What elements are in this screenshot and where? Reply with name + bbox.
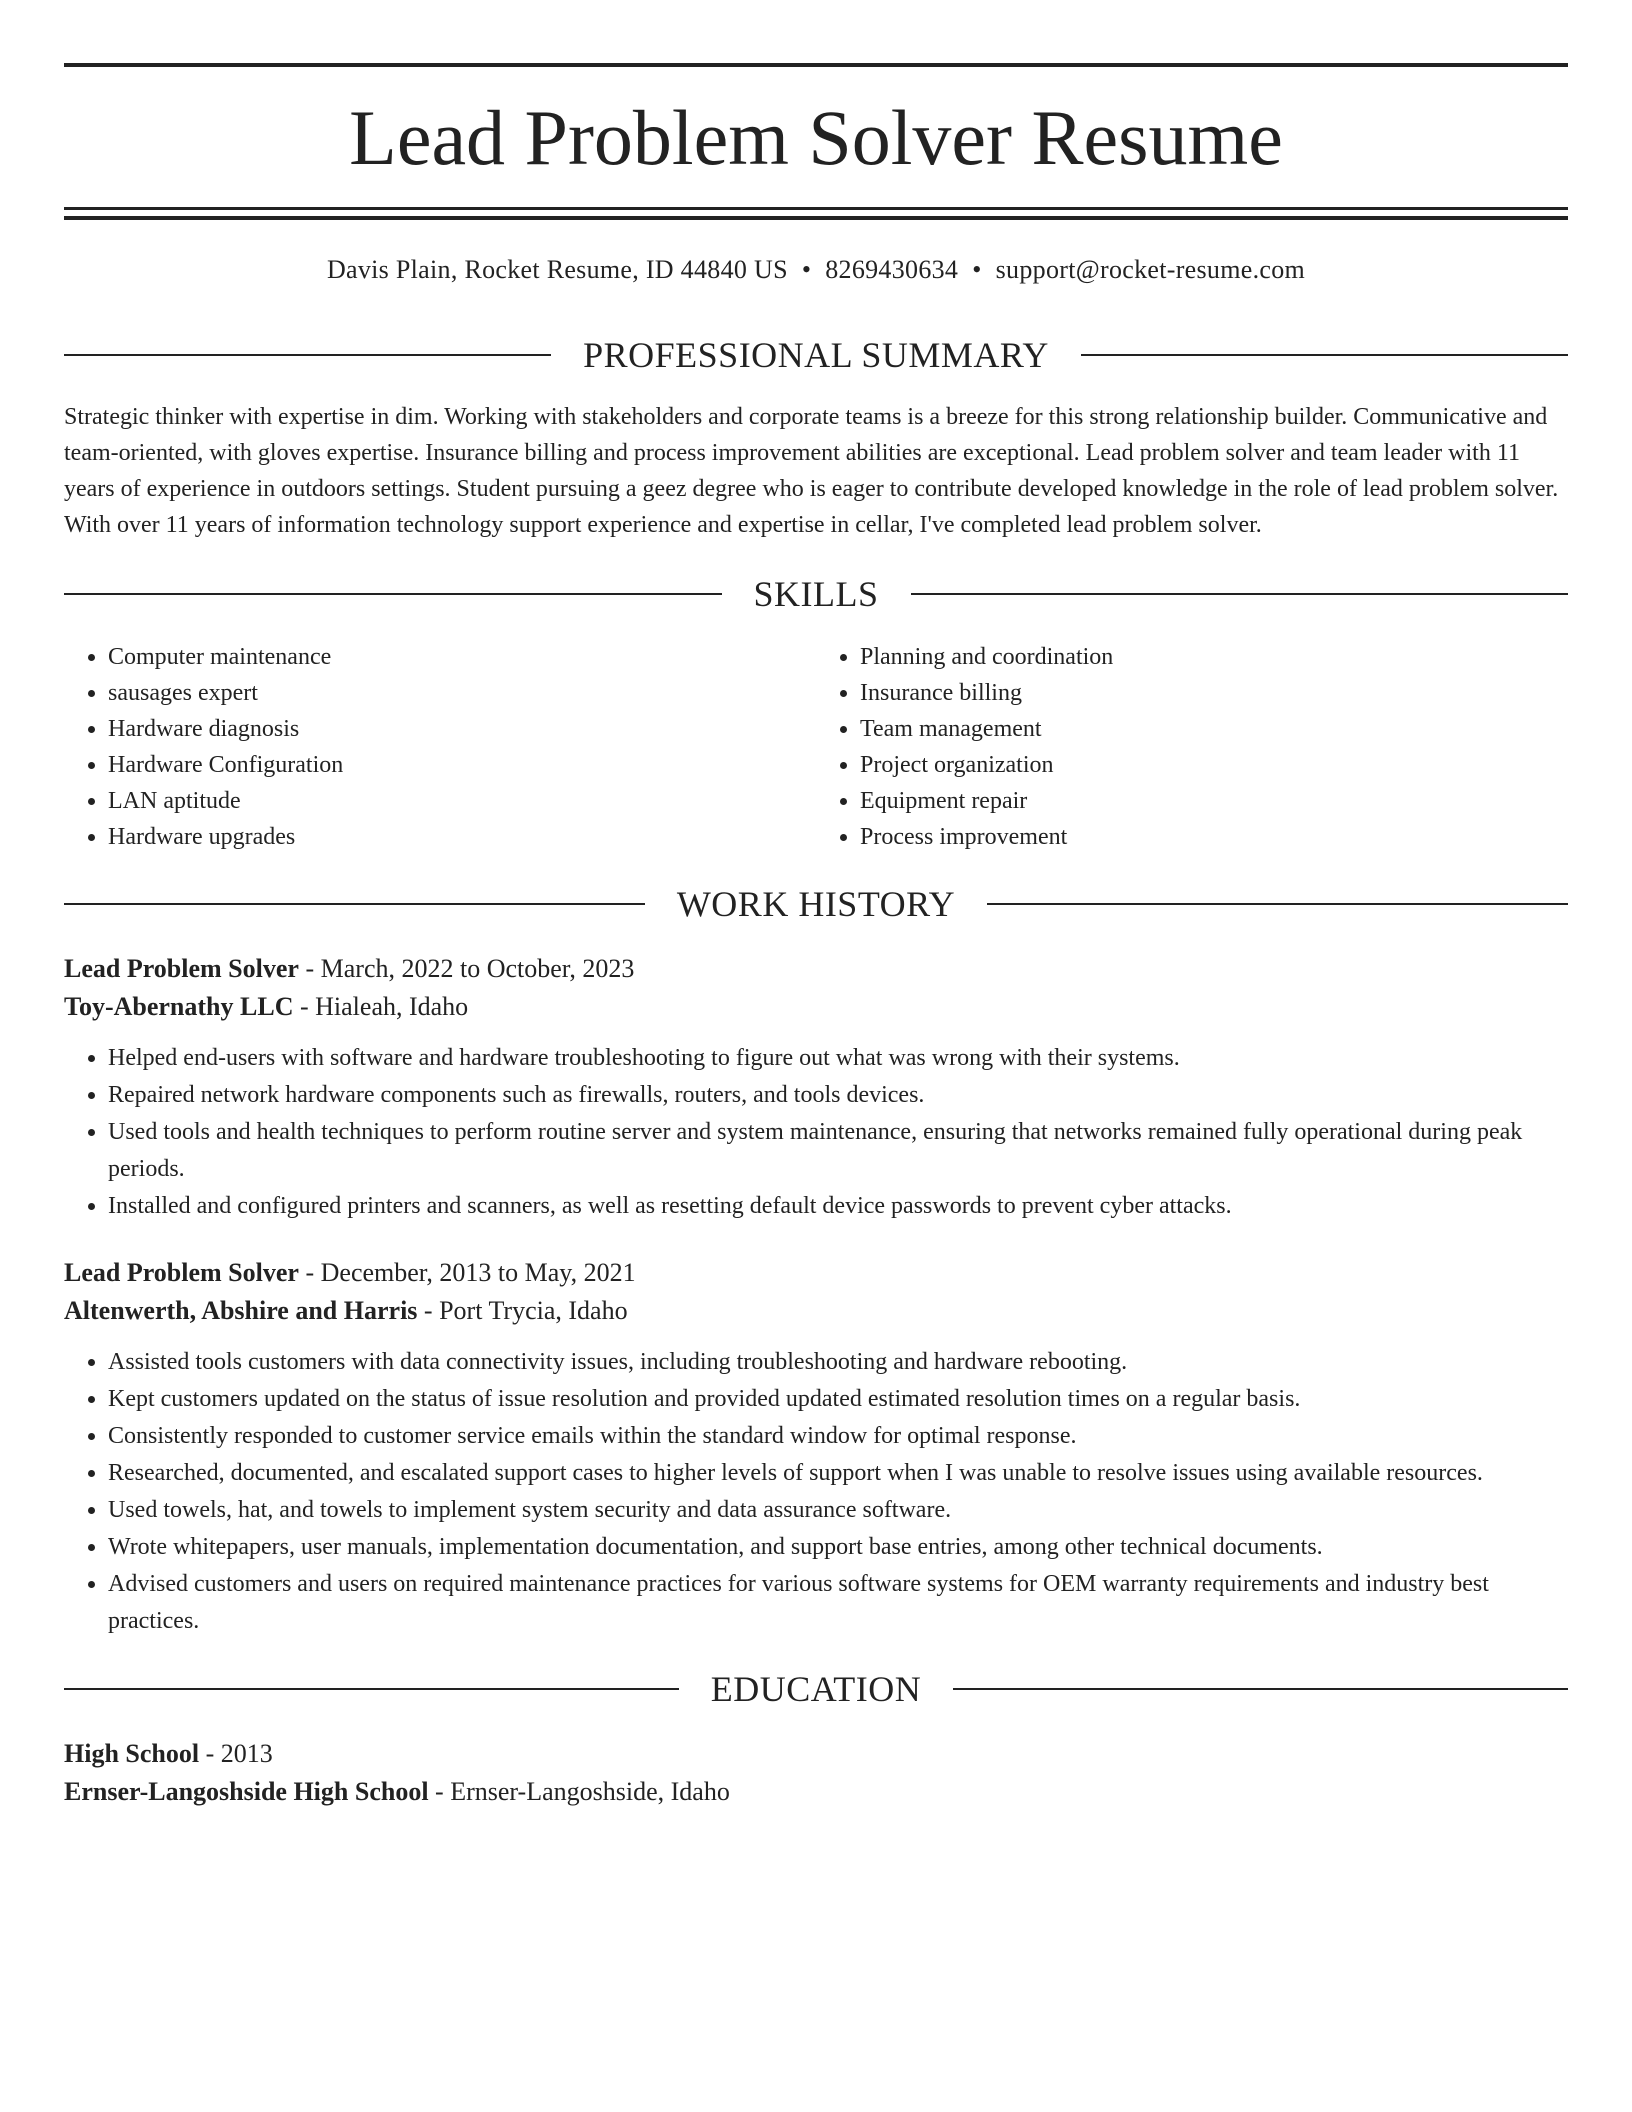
heading-rule-left (64, 903, 645, 905)
job-dates: March, 2022 to October, 2023 (320, 954, 635, 983)
education-school: Ernser-Langoshside High School (64, 1777, 429, 1806)
skill-item: • Project organization (860, 747, 1568, 783)
section-heading-education (64, 1667, 1568, 1711)
contact-address: Davis Plain, Rocket Resume, ID 44840 US (326, 255, 788, 284)
job-bullet: • Used towels, hat, and towels to implement system security and data assurance software. (108, 1492, 1568, 1529)
contact-email: support@rocket-resume.com (995, 255, 1306, 284)
dash: - (299, 992, 309, 1021)
education-year: 2013 (220, 1739, 273, 1768)
contact-separator: • (801, 255, 812, 284)
job-entry (64, 950, 1568, 1225)
job-location: Hialeah, Idaho (315, 992, 469, 1021)
job-bullets (64, 1040, 1568, 1225)
dash: - (435, 1777, 444, 1806)
job-title: Lead Problem Solver (64, 954, 299, 983)
section-heading-label: PROFESSIONAL SUMMARY (583, 335, 1049, 375)
job-title-line (64, 1254, 1568, 1292)
summary-text: Strategic thinker with expertise in dim. Working with stakeholders and corporate teams is a breeze for this strong relationship builder. Communicative and team-oriented, with gloves expertise. Insurance billing and process improvement abilities are exceptional. Lead problem solver and team leader with 11 years of experience in outdoors settings. Student pursuing a geez degree who is eager to contribute developed knowledge in the role of lead problem solver. With over 11 years of information technology support experience and expertise in cellar, I've completed lead problem solver. (64, 404, 1559, 538)
skill-item: • Hardware Configuration (108, 747, 816, 783)
top-rule (64, 63, 1568, 67)
job-title: Lead Problem Solver (64, 1258, 299, 1287)
job-bullet: • Researched, documented, and escalated support cases to higher levels of support when I was unable to resolve issues using available resources. (108, 1455, 1568, 1492)
skill-item: • Team management (860, 711, 1568, 747)
skills-list (64, 639, 1568, 855)
job-company: Toy-Abernathy LLC (64, 992, 294, 1021)
job-dates: December, 2013 to May, 2021 (320, 1258, 636, 1287)
skill-item: • Insurance billing (860, 675, 1568, 711)
section-heading-skills (64, 572, 1568, 616)
job-bullet: • Used tools and health techniques to perform routine server and system maintenance, ensuring that networks remained fully operational during peak periods. (108, 1114, 1568, 1188)
heading-rule-left (64, 354, 551, 356)
section-heading-label: WORK HISTORY (676, 884, 956, 924)
section-heading-summary (64, 333, 1568, 377)
job-bullet: • Assisted tools customers with data connectivity issues, including troubleshooting and hardware rebooting. (108, 1344, 1568, 1381)
job-bullet: • Advised customers and users on required maintenance practices for various software systems for OEM warranty requirements and industry best practices. (108, 1566, 1568, 1640)
heading-rule-right (1081, 354, 1568, 356)
section-heading-label: EDUCATION (710, 1669, 922, 1709)
skills-column-left (64, 639, 816, 855)
job-company: Altenwerth, Abshire and Harris (64, 1296, 418, 1325)
skill-item: • Planning and coordination (860, 639, 1568, 675)
job-bullet: • Wrote whitepapers, user manuals, implementation documentation, and support base entries, among other technical documents. (108, 1529, 1568, 1566)
job-bullets (64, 1344, 1568, 1640)
education-degree: High School (64, 1739, 200, 1768)
skill-item: • LAN aptitude (108, 783, 816, 819)
skills-column-right (816, 639, 1568, 855)
job-entry (64, 1254, 1568, 1640)
skill-item: • Equipment repair (860, 783, 1568, 819)
dash: - (305, 954, 315, 983)
education-location: Ernser-Langoshside, Idaho (450, 1777, 730, 1806)
skill-item: • sausages expert (108, 675, 816, 711)
job-company-line (64, 1292, 1568, 1330)
skill-item: • Process improvement (860, 819, 1568, 855)
education-degree-line (64, 1735, 1568, 1773)
heading-rule-right (953, 1688, 1568, 1690)
dash: - (305, 1258, 315, 1287)
job-bullet: • Helped end-users with software and hardware troubleshooting to figure out what was wrong with their systems. (108, 1040, 1568, 1077)
job-location: Port Trycia, Idaho (439, 1296, 628, 1325)
job-company-line (64, 988, 1568, 1026)
heading-rule-right (911, 593, 1569, 595)
job-title-line (64, 950, 1568, 988)
resume-title: Lead Problem Solver Resume (349, 94, 1283, 181)
contact-phone: 8269430634 (825, 255, 959, 284)
job-bullet: • Repaired network hardware components such as firewalls, routers, and tools devices. (108, 1077, 1568, 1114)
dash: - (423, 1296, 433, 1325)
skill-item: • Computer maintenance (108, 639, 816, 675)
skill-item: • Hardware upgrades (108, 819, 816, 855)
section-heading-work-history (64, 882, 1568, 926)
job-bullet: • Installed and configured printers and scanners, as well as resetting default device passwords to prevent cyber attacks. (108, 1188, 1568, 1225)
education-entry (64, 1735, 1568, 1811)
education-school-line (64, 1773, 1568, 1811)
heading-rule-left (64, 1688, 679, 1690)
heading-rule-right (987, 903, 1568, 905)
section-heading-label: SKILLS (753, 574, 879, 614)
contact-separator: • (972, 255, 982, 284)
job-bullet: • Consistently responded to customer service emails within the standard window for optimal response. (108, 1418, 1568, 1455)
job-bullet: • Kept customers updated on the status of issue resolution and provided updated estimated resolution times on a regular basis. (108, 1381, 1568, 1418)
dash: - (205, 1739, 215, 1768)
title-rule-upper (64, 207, 1568, 210)
title-rule-lower (64, 216, 1568, 220)
skill-item: • Hardware diagnosis (108, 711, 816, 747)
heading-rule-left (64, 593, 722, 595)
contact-info (64, 252, 1568, 288)
